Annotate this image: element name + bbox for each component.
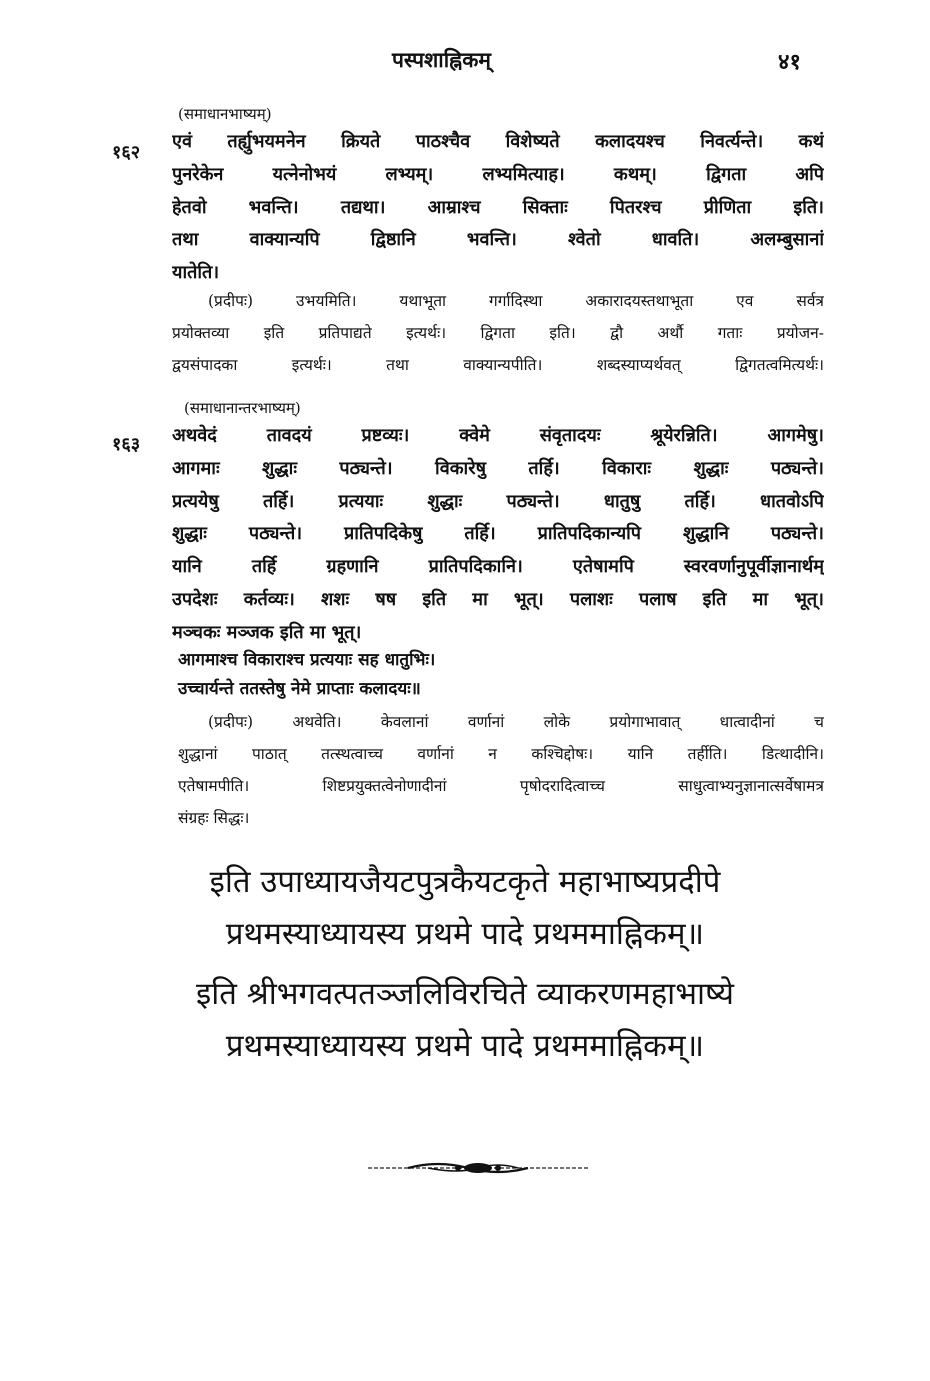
text-line: अथवेदं तावदयं प्रष्टव्यः। क्वेमे संवृतादयः श्रूयेरन्निति। आगमेषु।: [172, 425, 824, 446]
verse-line: आगमाश्च विकाराश्च प्रत्ययाः सह धातुभिः।: [178, 650, 436, 670]
colophon-bhashya: [0, 968, 930, 1072]
pradipa-commentary: [172, 317, 824, 381]
verse-line: उच्चार्यन्ते ततस्तेषु नेमे प्राप्ताः कलादयः॥: [178, 679, 421, 699]
paragraph-number: १६३: [112, 434, 141, 455]
commentary-line: द्वयसंपादका इत्यर्थः। तथा वाक्यान्यपीति। शब्दस्याप्यर्थवत् द्विगतत्वमित्यर्थः।: [172, 356, 824, 374]
commentary-line: (प्रदीपः) उभयमिति। यथाभूता गर्गादिस्था अकारादयस्तथाभूता एव सर्वत्र: [208, 292, 824, 310]
bhashya-text: [172, 420, 824, 650]
commentary-first-line-wrap: [208, 285, 824, 317]
colophon-line: इति उपाध्यायजैयटपुत्रकैयटकृते महाभाष्यप्रदीपे: [209, 864, 721, 900]
commentary-line: (प्रदीपः) अथवेति। केवलानां वर्णानां लोके प्रयोगाभावात् धात्वादीनां च: [208, 713, 824, 731]
text-line: यातेति।: [172, 262, 220, 284]
page-number: ४१: [778, 49, 801, 75]
text-line: एवं तर्ह्युभयमनेन क्रियते पाठश्चैव विशेष्यते कलादयश्च निवर्त्यन्ते। कथं: [172, 131, 824, 152]
commentary-line: प्रयोक्तव्या इति प्रतिपाद्यते इत्यर्थः। द्विगता इति। द्वौ अर्थौ गताः प्रयोजन-: [172, 324, 824, 342]
commentary-line: संग्रहः सिद्धः।: [178, 809, 250, 827]
karika-verse: [178, 646, 435, 704]
text-line: हेतवो भवन्ति। तद्यथा। आम्राश्च सिक्ताः पितरश्च प्रीणिता इति।: [172, 196, 824, 218]
text-line: तथा वाक्यान्यपि द्विष्ठानि भवन्ति। श्वेतो धावति। अलम्बुसानां: [172, 229, 824, 251]
text-line: शुद्धाः पठ्यन्ते। प्रातिपदिकेषु तर्हि। प्रातिपदिकान्यपि शुद्धानि पठ्यन्ते।: [172, 523, 824, 545]
text-line: मञ्चकः मञ्जक इति मा भूत्।: [172, 621, 362, 643]
colophon-line: प्रथमस्याध्यायस्य प्रथमे पादे प्रथममाह्निकम्॥: [225, 916, 705, 952]
text-line: प्रत्ययेषु तर्हि। प्रत्ययाः शुद्धाः पठ्यन्ते। धातुषु तर्हि। धातवोऽपि: [172, 490, 824, 512]
tailpiece-ornament-icon: [368, 1158, 588, 1178]
page-header: [0, 46, 930, 82]
commentary-line: एतेषामपीति। शिष्टप्रयुक्तत्वेनोणादीनां पृषोदरादित्वाच्च साधुत्वाभ्यनुज्ञानात्सर्वेषामत्र: [178, 777, 824, 795]
colophon-pradipa: [0, 856, 930, 960]
section-label: (समाधानान्तरभाष्यम्): [184, 399, 301, 417]
commentary-first-line-wrap: [208, 706, 824, 738]
commentary-line: शुद्धानां पाठात् तत्स्थत्वाच्च वर्णानां न कश्चिद्दोषः। यानि तर्हीति। डित्थादीनि।: [178, 745, 824, 763]
colophon-line: इति श्रीभगवत्पतञ्जलिविरचिते व्याकरणमहाभाष्ये: [195, 976, 735, 1012]
colophon-line: प्रथमस्याध्यायस्य प्रथमे पादे प्रथममाह्निकम्॥: [225, 1028, 705, 1064]
text-line: पुनरेकेन यत्नेनोभयं लभ्यम्। लभ्यमित्याह। कथम्। द्विगता अपि: [172, 163, 824, 185]
pradipa-commentary: [178, 738, 824, 834]
section-label: (समाधानभाष्यम्): [178, 105, 272, 123]
bhashya-text: [172, 126, 824, 290]
text-line: यानि तर्हि ग्रहणानि प्रातिपदिकानि। एतेषामपि स्वरवर्णानुपूर्वीज्ञानार्थम्: [172, 556, 824, 578]
running-title: पस्पशाह्निकम्: [392, 47, 491, 72]
paragraph-number: १६२: [112, 142, 141, 163]
text-line: उपदेशः कर्तव्यः। शशः षष इति मा भूत्। पलाशः पलाष इति मा भूत्।: [172, 588, 824, 610]
text-line: आगमाः शुद्धाः पठ्यन्ते। विकारेषु तर्हि। विकाराः शुद्धाः पठ्यन्ते।: [172, 457, 824, 479]
